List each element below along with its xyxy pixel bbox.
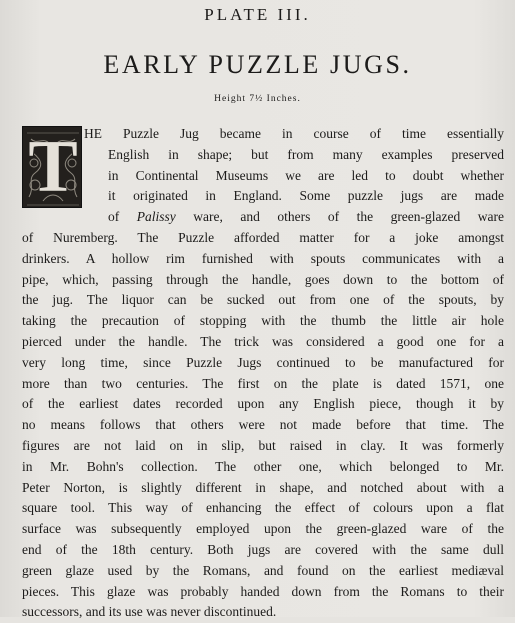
text-line: of Nuremberg. The Puzzle afforded matter for a joke amongst [22,229,504,245]
page-title: EARLY PUZZLE JUGS. [103,50,412,79]
text-line: of Palissy ware, and others of the green-glazed ware [108,209,504,225]
text-line: taking the precaution of stopping with the thumb the little air hole [22,313,504,329]
text-line: Peter Norton, is slightly different in shape, and notched about with a [22,479,504,495]
plate-number: PLATE III. [204,5,311,24]
text-line: pipe, which, passing through the handle, goes down to the bottom of [22,271,504,287]
text-line: surface was subsequently employed upon the green-glazed ware of the [22,521,504,537]
text-line: English in shape; but from many examples preserved [108,146,504,162]
text-line: pieces. This glaze was probably handed down from the Romans to their [22,583,504,599]
text-line: square tool. This way of enhancing the effect of colours upon a flat [22,500,504,516]
text-line: figures are not laid on in slip, but raised in clay. It was formerly [22,437,504,453]
dropcap-letter: T [28,126,78,208]
text-line: end of the 18th century. Both jugs are covered with the same dull [22,541,504,557]
text-line: no means follows that others were not made before that time. The [22,417,504,433]
text-line: in Continental Museums we are led to doubt whether [108,167,504,183]
text-line: more than two centuries. The first on the plate is dated 1571, one [22,375,504,391]
text-line: it originated in England. Some puzzle jugs are made [108,188,504,204]
text-line: drinkers. A hollow rim furnished with spouts communicates with a [22,250,504,266]
text-line: HE Puzzle Jug became in course of time essentially [84,126,504,141]
text-line: pierced under the handle. The trick was considered a good one for a [22,333,504,349]
text-line: of the earliest dates recorded upon any English piece, though it by [22,396,504,412]
text-line: the jug. The liquor can be sucked out from one of the spouts, by [22,292,504,308]
text-line: in Mr. Bohn's collection. The other one, which belonged to Mr. [22,458,504,474]
height-subtitle: Height 7½ Inches. [214,94,301,104]
text-line: green glaze used by the Romans, and found on the earliest mediæval [22,562,504,578]
body-text [22,124,504,623]
text-line: very long time, since Puzzle Jugs continued to be manufactured for [22,354,504,370]
text-line-last: successors, and its use was never discontinued. [22,604,277,620]
